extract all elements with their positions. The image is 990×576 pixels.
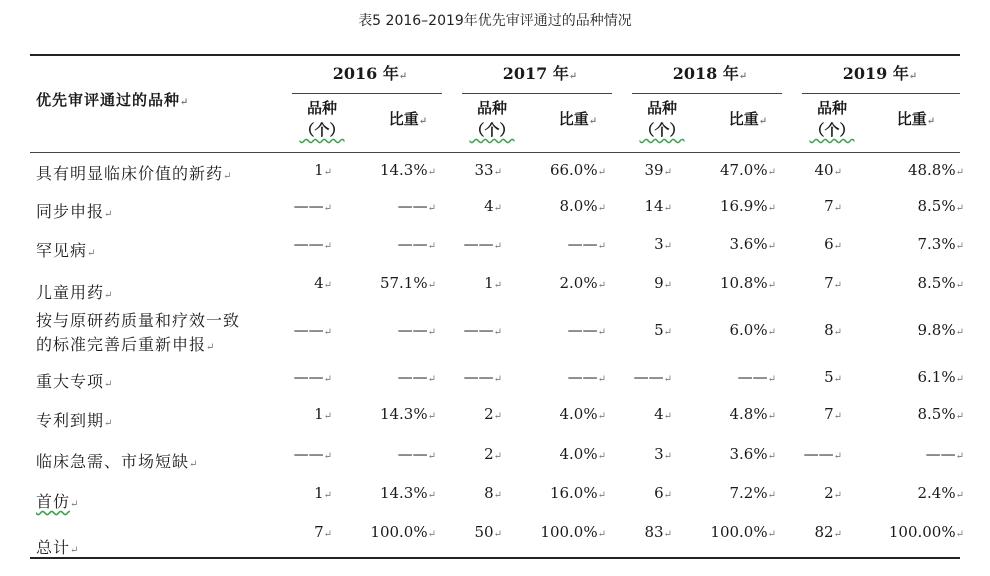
row-label: 具有明显临床价值的新药↵ <box>36 164 233 183</box>
table-cell: 1↵ <box>484 274 502 292</box>
table-cell: 16.0%↵ <box>549 484 606 502</box>
row-label: 同步申报↵ <box>36 202 114 221</box>
table-cell: 4.0%↵ <box>559 445 606 463</box>
table-cell: 5↵ <box>654 321 672 339</box>
table-cell: 7↵ <box>824 274 842 292</box>
table-cell: 100.0%↵ <box>370 523 436 541</box>
table-cell: 5↵ <box>824 368 842 386</box>
table-caption: 表5 2016–2019年优先审评通过的品种情况 <box>358 13 632 29</box>
table-cell: 50↵ <box>474 523 502 541</box>
table-cell: 33↵ <box>474 161 502 179</box>
table-cell: ——↵ <box>293 197 332 215</box>
count-header-0: 品种 （个） <box>299 99 345 139</box>
table-cell: ——↵ <box>397 235 436 253</box>
table-cell: 9.8%↵ <box>917 321 964 339</box>
table-cell: ——↵ <box>463 321 502 339</box>
row-label: 按与原研药质量和疗效一致 的标准完善后重新申报↵ <box>36 311 241 354</box>
table-cell: 47.0%↵ <box>719 161 776 179</box>
year-2017: 2017 年↵ <box>502 64 578 83</box>
row-label: 临床急需、市场短缺↵ <box>36 452 199 471</box>
table-cell: 83↵ <box>644 523 672 541</box>
table-cell: 4.0%↵ <box>559 405 606 423</box>
table-cell: 57.1%↵ <box>379 274 436 292</box>
year-underline-2018 <box>632 93 782 94</box>
table-cell: 6.1%↵ <box>917 368 964 386</box>
table-cell: 7↵ <box>824 405 842 423</box>
table-cell: ——↵ <box>397 368 436 386</box>
table-cell: ——↵ <box>803 445 842 463</box>
table-cell: 39↵ <box>644 161 672 179</box>
year-2019: 2019 年↵ <box>842 64 918 83</box>
count-header-1: 品种 （个） <box>469 99 515 139</box>
table-cell: 1↵ <box>314 484 332 502</box>
table-cell: ——↵ <box>397 321 436 339</box>
table-cell: 6.0%↵ <box>729 321 776 339</box>
table-cell: 14.3%↵ <box>379 405 436 423</box>
table-cell: 100.00%↵ <box>888 523 964 541</box>
table-cell: 66.0%↵ <box>549 161 606 179</box>
top-rule <box>30 54 960 56</box>
table-cell: ——↵ <box>737 368 776 386</box>
table-cell: 14↵ <box>644 197 672 215</box>
table-cell: 48.8%↵ <box>907 161 964 179</box>
table-cell: 7↵ <box>314 523 332 541</box>
table-cell: 8↵ <box>824 321 842 339</box>
count-header-3: 品种 （个） <box>809 99 855 139</box>
table-cell: ——↵ <box>567 368 606 386</box>
table-cell: ——↵ <box>397 445 436 463</box>
table-cell: 2.0%↵ <box>559 274 606 292</box>
table-cell: 3.6%↵ <box>729 235 776 253</box>
row-label: 总计↵ <box>36 538 80 557</box>
table-cell: ——↵ <box>293 445 332 463</box>
row-label: 专利到期↵ <box>36 411 114 430</box>
ratio-header-2: 比重↵ <box>728 110 768 128</box>
table-cell: ——↵ <box>293 368 332 386</box>
table-cell: 2.4%↵ <box>917 484 964 502</box>
table-cell: ——↵ <box>567 235 606 253</box>
table-cell: 40↵ <box>814 161 842 179</box>
count-header-2: 品种 （个） <box>639 99 685 139</box>
table-cell: 4.8%↵ <box>729 405 776 423</box>
table-cell: 3↵ <box>654 235 672 253</box>
year-2016: 2016 年↵ <box>332 64 408 83</box>
table-cell: 3.6%↵ <box>729 445 776 463</box>
table-cell: 8.5%↵ <box>917 197 964 215</box>
table-cell: 6↵ <box>654 484 672 502</box>
table-cell: ——↵ <box>293 321 332 339</box>
row-label: 罕见病↵ <box>36 241 97 260</box>
year-underline-2016 <box>292 93 442 94</box>
ratio-header-1: 比重↵ <box>558 110 598 128</box>
year-2018: 2018 年↵ <box>672 64 748 83</box>
table-cell: 1↵ <box>314 161 332 179</box>
table-cell: 14.3%↵ <box>379 161 436 179</box>
table-cell: ——↵ <box>397 197 436 215</box>
table-cell: 14.3%↵ <box>379 484 436 502</box>
table-cell: 8.5%↵ <box>917 405 964 423</box>
table-cell: 3↵ <box>654 445 672 463</box>
table-cell: 4↵ <box>314 274 332 292</box>
bottom-rule <box>30 557 960 559</box>
table-cell: 7.3%↵ <box>917 235 964 253</box>
table-cell: ——↵ <box>463 235 502 253</box>
table-cell: 100.0%↵ <box>540 523 606 541</box>
table-cell: 8↵ <box>484 484 502 502</box>
table-cell: ——↵ <box>925 445 964 463</box>
table-cell: 7.2%↵ <box>729 484 776 502</box>
table-cell: 8.5%↵ <box>917 274 964 292</box>
table-cell: ——↵ <box>567 321 606 339</box>
table-cell: 9↵ <box>654 274 672 292</box>
table-cell: 100.0%↵ <box>710 523 776 541</box>
row-label: 首仿↵ <box>36 492 80 511</box>
table-cell: 4↵ <box>484 197 502 215</box>
table-cell: ——↵ <box>633 368 672 386</box>
year-underline-2017 <box>462 93 612 94</box>
table-cell: 4↵ <box>654 405 672 423</box>
ratio-header-0: 比重↵ <box>388 110 428 128</box>
row-label: 儿童用药↵ <box>36 283 114 302</box>
table-cell: 82↵ <box>814 523 842 541</box>
table-cell: 16.9%↵ <box>719 197 776 215</box>
table-cell: 7↵ <box>824 197 842 215</box>
table-cell: 10.8%↵ <box>719 274 776 292</box>
table-cell: 6↵ <box>824 235 842 253</box>
header-row-label: 优先审评通过的品种↵ <box>36 91 190 109</box>
table-cell: 2↵ <box>484 445 502 463</box>
header-rule <box>30 152 960 153</box>
table-cell: 2↵ <box>824 484 842 502</box>
ratio-header-3: 比重↵ <box>896 110 936 128</box>
table-cell: ——↵ <box>463 368 502 386</box>
table-cell: 2↵ <box>484 405 502 423</box>
table-cell: 8.0%↵ <box>559 197 606 215</box>
row-label: 重大专项↵ <box>36 372 114 391</box>
table-cell: ——↵ <box>293 235 332 253</box>
table-cell: 1↵ <box>314 405 332 423</box>
year-underline-2019 <box>802 93 960 94</box>
